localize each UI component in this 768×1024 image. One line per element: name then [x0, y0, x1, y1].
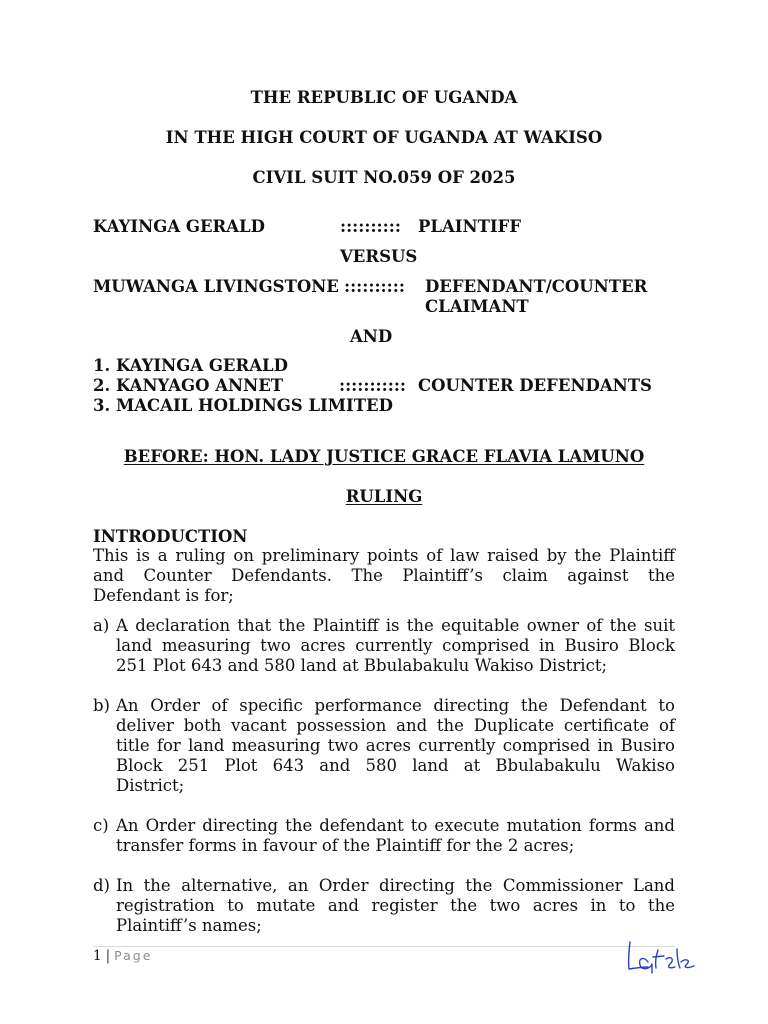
plaintiff-role: PLAINTIFF	[418, 217, 522, 236]
claim-line: District;	[116, 776, 185, 795]
heading-republic: THE REPUBLIC OF UGANDA	[250, 88, 518, 107]
claim-marker: c)	[93, 816, 109, 835]
claim-line: Block 251 Plot 643 and 580 land at Bbulabakulu Wakiso	[116, 756, 675, 775]
claim-line: land measuring two acres currently comprised in Busiro Block	[116, 636, 675, 655]
counter-defendants-role: COUNTER DEFENDANTS	[418, 376, 652, 395]
and-label: AND	[350, 327, 393, 346]
footer-separator: |	[105, 948, 111, 964]
counter-defendant-3: 3. MACAIL HOLDINGS LIMITED	[93, 396, 393, 415]
introduction-line: and Counter Defendants. The Plaintiff’s claim against the	[93, 566, 675, 585]
defendant-role: DEFENDANT/COUNTER	[425, 277, 648, 296]
heading-suit-number: CIVIL SUIT NO.059 OF 2025	[252, 168, 516, 187]
claim-line: In the alternative, an Order directing the Commissioner Land	[116, 876, 675, 895]
counter-defendant-2: 2. KANYAGO ANNET	[93, 376, 284, 395]
page-number: 1	[93, 948, 102, 964]
defendant-role-continued: CLAIMANT	[425, 297, 529, 316]
claim-line: deliver both vacant possession and the Duplicate certificate of	[116, 716, 675, 735]
claim-line: An Order of specific performance directing the Defendant to	[116, 696, 675, 715]
counter-separator: :::::::::::	[339, 376, 406, 395]
claim-line: Plaintiff’s names;	[116, 916, 262, 935]
claim-line: title for land measuring two acres currently comprised in Busiro	[116, 736, 675, 755]
claim-line: registration to mutate and register the two acres in to the	[116, 896, 675, 915]
heading-court: IN THE HIGH COURT OF UGANDA AT WAKISO	[165, 128, 603, 147]
claim-line: transfer forms in favour of the Plaintiff for the 2 acres;	[116, 836, 575, 855]
page-footer	[93, 947, 152, 965]
claim-line: An Order directing the defendant to execute mutation forms and	[116, 816, 675, 835]
claim-marker: d)	[93, 876, 110, 895]
page-label: Page	[114, 948, 153, 963]
introduction-line: This is a ruling on preliminary points of law raised by the Plaintiff	[93, 546, 675, 565]
defendant-separator: ::::::::::	[344, 277, 405, 296]
claim-marker: a)	[93, 616, 110, 635]
defendant-name: MUWANGA LIVINGSTONE	[93, 277, 339, 296]
ruling-title: RULING	[345, 487, 423, 506]
claim-marker: b)	[93, 696, 110, 715]
claim-line: 251 Plot 643 and 580 land at Bbulabakulu Wakiso District;	[116, 656, 608, 675]
counter-defendant-1: 1. KAYINGA GERALD	[93, 356, 288, 375]
claim-line: A declaration that the Plaintiff is the equitable owner of the suit	[116, 616, 675, 635]
plaintiff-name: KAYINGA GERALD	[93, 217, 265, 236]
versus-label: VERSUS	[340, 247, 418, 266]
introduction-line: Defendant is for;	[93, 586, 234, 605]
plaintiff-separator: ::::::::::	[340, 217, 401, 236]
footer-divider	[93, 946, 675, 947]
introduction-heading: INTRODUCTION	[93, 527, 248, 546]
signature-initials	[622, 938, 696, 974]
before-judge: BEFORE: HON. LADY JUSTICE GRACE FLAVIA LAMUNO	[123, 447, 645, 466]
